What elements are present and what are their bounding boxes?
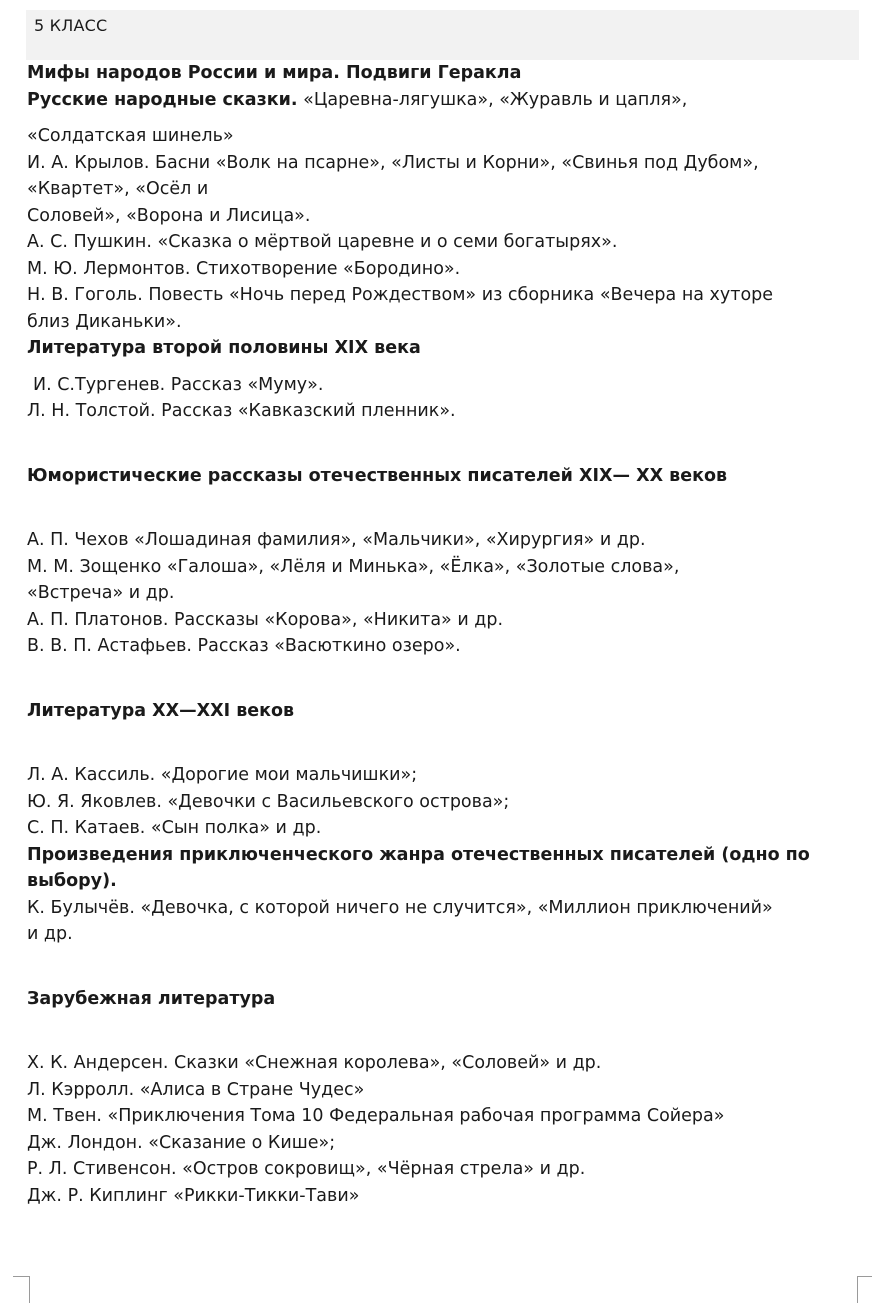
text-line: М. Ю. Лермонтов. Стихотворение «Бородино». bbox=[27, 258, 461, 279]
section-title-lit-20: Литература XX—XXI веков bbox=[27, 700, 295, 721]
page-corner-mark-left bbox=[13, 1276, 30, 1303]
text-line: «Встреча» и др. bbox=[27, 583, 175, 603]
section-title-humor: Юмористические рассказы отечественных писателей XIX— XX веков bbox=[27, 465, 728, 486]
text-line: «Квартет», «Осёл и bbox=[27, 179, 209, 199]
text-line: Дж. Р. Киплинг «Рикки-Тикки-Тави» bbox=[27, 1185, 360, 1206]
text-line: Х. К. Андерсен. Сказки «Снежная королева», «Соловей» и др. bbox=[27, 1053, 602, 1073]
text-line: С. П. Катаев. «Сын полка» и др. bbox=[27, 818, 322, 838]
text-line: близ Диканьки». bbox=[27, 311, 182, 332]
section-title-lit-19: Литература второй половины XIX века bbox=[27, 338, 421, 358]
text-line: И. А. Крылов. Басни «Волк на псарне», «Листы и Корни», «Свинья под Дубом», bbox=[27, 152, 759, 173]
section-title-adventure-cont: выбору). bbox=[27, 871, 117, 891]
text-line: Дж. Лондон. «Сказание о Кише»; bbox=[27, 1132, 336, 1153]
text-line: Соловей», «Ворона и Лисица». bbox=[27, 205, 311, 226]
text-line: «Солдатская шинель» bbox=[27, 126, 234, 146]
text-line: В. В. П. Астафьев. Рассказ «Васюткино озеро». bbox=[27, 636, 461, 656]
text-line: А. П. Чехов «Лошадиная фамилия», «Мальчики», «Хирургия» и др. bbox=[27, 530, 646, 550]
class-label: 5 КЛАСС bbox=[34, 16, 108, 35]
text-line: А. С. Пушкин. «Сказка о мёртвой царевне и о семи богатырях». bbox=[27, 232, 618, 252]
text-line: Ю. Я. Яковлев. «Девочки с Васильевского острова»; bbox=[27, 791, 510, 812]
text-line: Л. Кэрролл. «Алиса в Стране Чудес» bbox=[27, 1079, 365, 1100]
folk-tales-line bbox=[27, 87, 862, 114]
page-corner-mark-right bbox=[857, 1276, 872, 1303]
text-line: и др. bbox=[27, 924, 73, 944]
text-line: Л. Н. Толстой. Рассказ «Кавказский пленник». bbox=[27, 401, 456, 421]
text-line: Р. Л. Стивенсон. «Остров сокровищ», «Чёрная стрела» и др. bbox=[27, 1159, 586, 1179]
text-line: А. П. Платонов. Рассказы «Корова», «Никита» и др. bbox=[27, 609, 504, 630]
section-title-foreign: Зарубежная литература bbox=[27, 988, 276, 1009]
section-title-folk-tales: Русские народные сказки. bbox=[27, 89, 298, 110]
class-header-bar bbox=[26, 10, 859, 60]
text-line: К. Булычёв. «Девочка, с которой ничего не случится», «Миллион приключений» bbox=[27, 897, 773, 918]
text-line: М. Твен. «Приключения Тома 10 Федеральная рабочая программа Сойера» bbox=[27, 1106, 725, 1126]
text-line: Н. В. Гоголь. Повесть «Ночь перед Рождеством» из сборника «Вечера на хуторе bbox=[27, 285, 774, 305]
text-line: М. М. Зощенко «Галоша», «Лёля и Минька», «Ёлка», «Золотые слова», bbox=[27, 556, 680, 577]
section-title-myths: Мифы народов России и мира. Подвиги Геракла bbox=[27, 63, 522, 83]
text-line: Л. А. Кассиль. «Дорогие мои мальчишки»; bbox=[27, 765, 418, 785]
text-line: И. С.Тургенев. Рассказ «Муму». bbox=[33, 374, 324, 395]
document-body bbox=[27, 60, 862, 1209]
folk-tales-list: «Царевна-лягушка», «Журавль и цапля», bbox=[297, 89, 688, 110]
section-title-adventure: Произведения приключенческого жанра отечественных писателей (одно по bbox=[27, 844, 810, 865]
